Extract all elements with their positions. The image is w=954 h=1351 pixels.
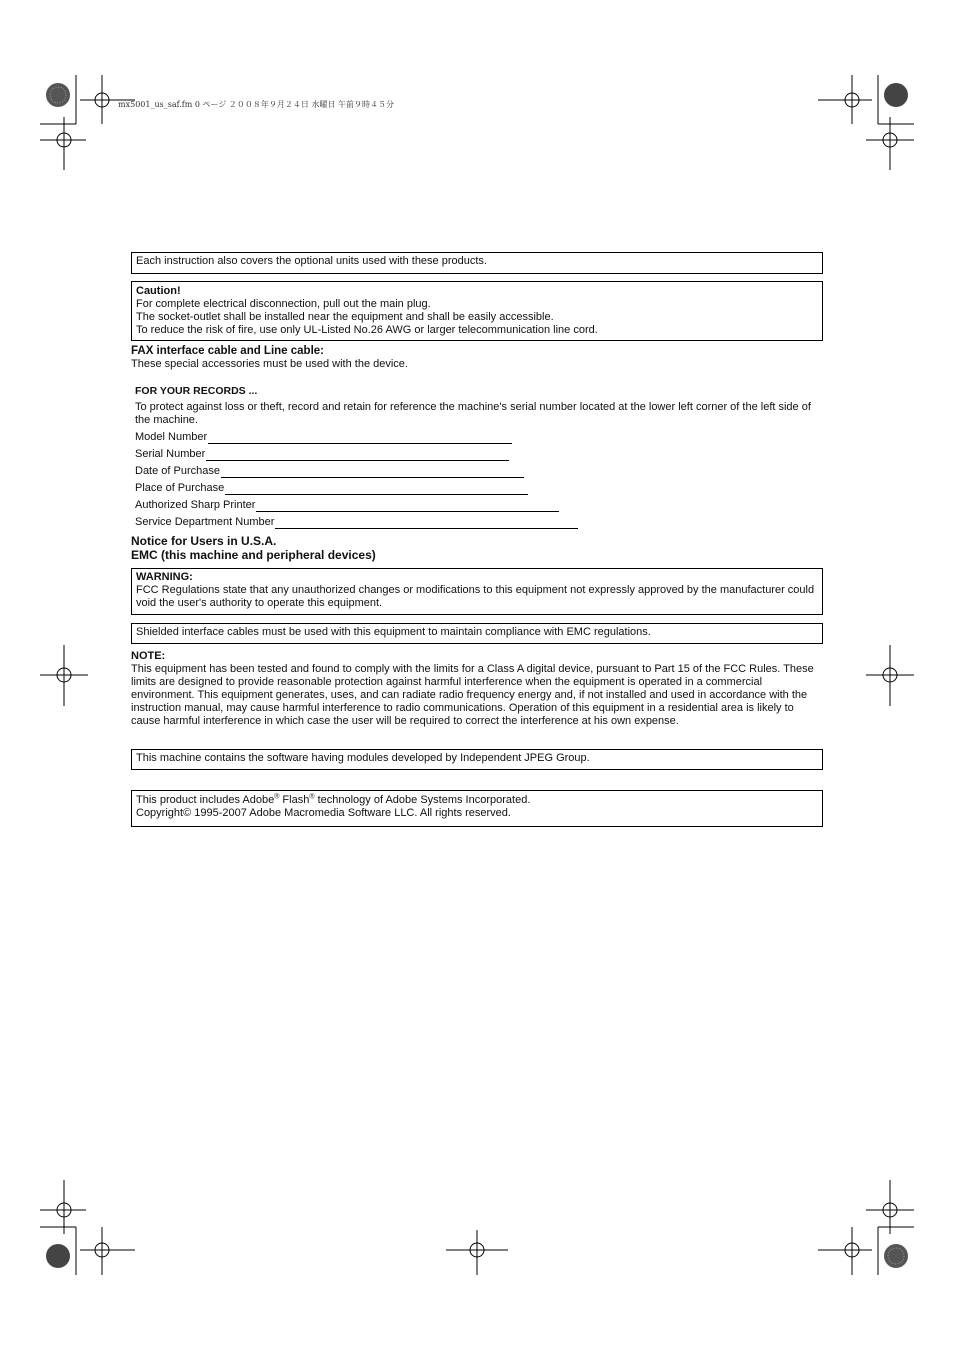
record-field-line[interactable] <box>275 518 578 529</box>
adobe-text: technology of Adobe Systems Incorporated. <box>314 794 531 806</box>
caution-box <box>131 281 823 341</box>
record-field <box>135 478 823 495</box>
record-field-line[interactable] <box>208 433 512 444</box>
registration-circle-icon <box>884 83 908 107</box>
registered-mark: ® <box>274 793 280 801</box>
records-section <box>131 385 823 529</box>
records-title: FOR YOUR RECORDS ... <box>135 385 258 397</box>
adobe-line <box>136 794 818 807</box>
record-field-label: Place of Purchase <box>135 482 225 494</box>
shielded-box <box>131 623 823 644</box>
optional-units-box <box>131 252 823 274</box>
record-field-line[interactable] <box>206 450 509 461</box>
registration-circle-icon <box>46 1244 70 1268</box>
record-field-label: Serial Number <box>135 448 206 460</box>
record-field-line[interactable] <box>225 484 528 495</box>
warning-title: WARNING: <box>136 571 193 583</box>
warning-box <box>131 568 823 615</box>
copyright-line: Copyright© 1995-2007 Adobe Macromedia Software LLC. All rights reserved. <box>136 807 511 819</box>
caution-title: Caution! <box>136 285 181 297</box>
warning-text: FCC Regulations state that any unauthorized changes or modifications to this equipment not expressly approved by the manufacturer could void the user's authority to operate this equipment. <box>136 584 815 609</box>
notice-title: Notice for Users in U.S.A. <box>131 534 277 548</box>
caution-line: To reduce the risk of fire, use only UL-Listed No.26 AWG or larger telecommunication line cord. <box>136 324 598 336</box>
adobe-box <box>131 790 823 827</box>
fax-text: These special accessories must be used with the device. <box>131 358 408 370</box>
caution-line: The socket-outlet shall be installed near the equipment and shall be easily accessible. <box>136 311 554 323</box>
jpeg-text: This machine contains the software having modules developed by Independent JPEG Group. <box>136 752 590 764</box>
note-title: NOTE: <box>131 650 166 662</box>
file-header: mx5001_us_saf.fm 0 ページ ２００８年９月２４日 水曜日 午前９時４５分 <box>118 100 394 109</box>
registration-star-icon <box>46 83 70 107</box>
record-field-label: Date of Purchase <box>135 465 220 477</box>
shielded-text: Shielded interface cables must be used with this equipment to maintain compliance with EMC regulations. <box>136 626 651 638</box>
record-field-label: Model Number <box>135 431 208 443</box>
records-text: To protect against loss or theft, record and retain for reference the machine's serial number located at the lower left corner of the left side of the machine. <box>135 401 811 426</box>
adobe-text: Flash <box>279 794 310 806</box>
registration-star-icon <box>884 1244 908 1268</box>
record-field <box>135 512 823 529</box>
record-field <box>135 495 823 512</box>
fax-title: FAX interface cable and Line cable: <box>131 345 325 357</box>
jpeg-box <box>131 749 823 770</box>
emc-title: EMC (this machine and peripheral devices) <box>131 548 376 562</box>
record-field <box>135 444 823 461</box>
note-text: This equipment has been tested and found to comply with the limits for a Class A digital device, pursuant to Part 15 of the FCC Rules. These limits are designed to provide reasonable protection against harmful interference when the equipment is operated in a commercial environment. This equipment generates, uses, and can radiate radio frequency energy and, if not installed and used in accordance with the instruction manual, may cause harmful interference to radio communications. Operation of this equipment in a residential area is likely to cause harmful interference in which case the user will be required to correct the interference at his own expense. <box>131 663 814 727</box>
record-field-label: Authorized Sharp Printer <box>135 499 256 511</box>
registered-mark: ® <box>309 793 315 801</box>
document-body <box>131 252 823 827</box>
record-field-line[interactable] <box>256 501 559 512</box>
record-field-line[interactable] <box>221 467 524 478</box>
adobe-text: This product includes Adobe <box>136 794 275 806</box>
caution-line: For complete electrical disconnection, pull out the main plug. <box>136 298 431 310</box>
optional-units-text: Each instruction also covers the optional units used with these products. <box>136 255 487 267</box>
record-field <box>135 461 823 478</box>
record-field <box>135 427 823 444</box>
record-field-label: Service Department Number <box>135 516 275 528</box>
